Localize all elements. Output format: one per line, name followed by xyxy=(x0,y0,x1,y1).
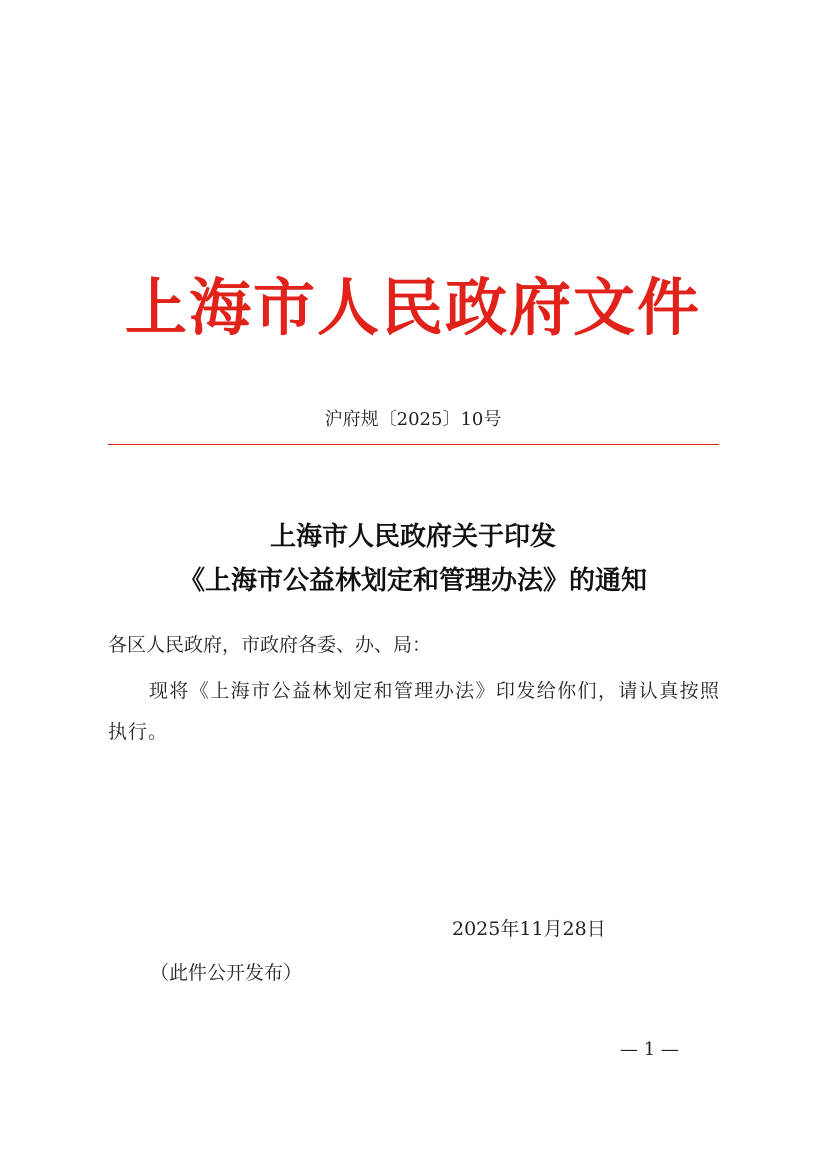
document-number: 沪府规〔2025〕10号 xyxy=(324,409,502,430)
issue-date: 2025年11月28日 xyxy=(452,918,606,940)
body-paragraph: 现将《上海市公益林划定和管理办法》印发给你们，请认真按照执行。 xyxy=(108,680,720,743)
page-number: — 1 — xyxy=(620,1039,679,1060)
salutation: 各区人民政府，市政府各委、办、局： xyxy=(108,634,432,656)
notice-title xyxy=(0,515,826,603)
issuer-title: 上海市人民政府文件 xyxy=(124,271,701,344)
notice-title-line-2: 《上海市公益林划定和管理办法》的通知 xyxy=(178,566,647,596)
notice-title-line-1: 上海市人民政府关于印发 xyxy=(269,522,556,552)
public-release-note: （此件公开发布） xyxy=(150,962,303,984)
red-divider-line xyxy=(108,444,719,445)
